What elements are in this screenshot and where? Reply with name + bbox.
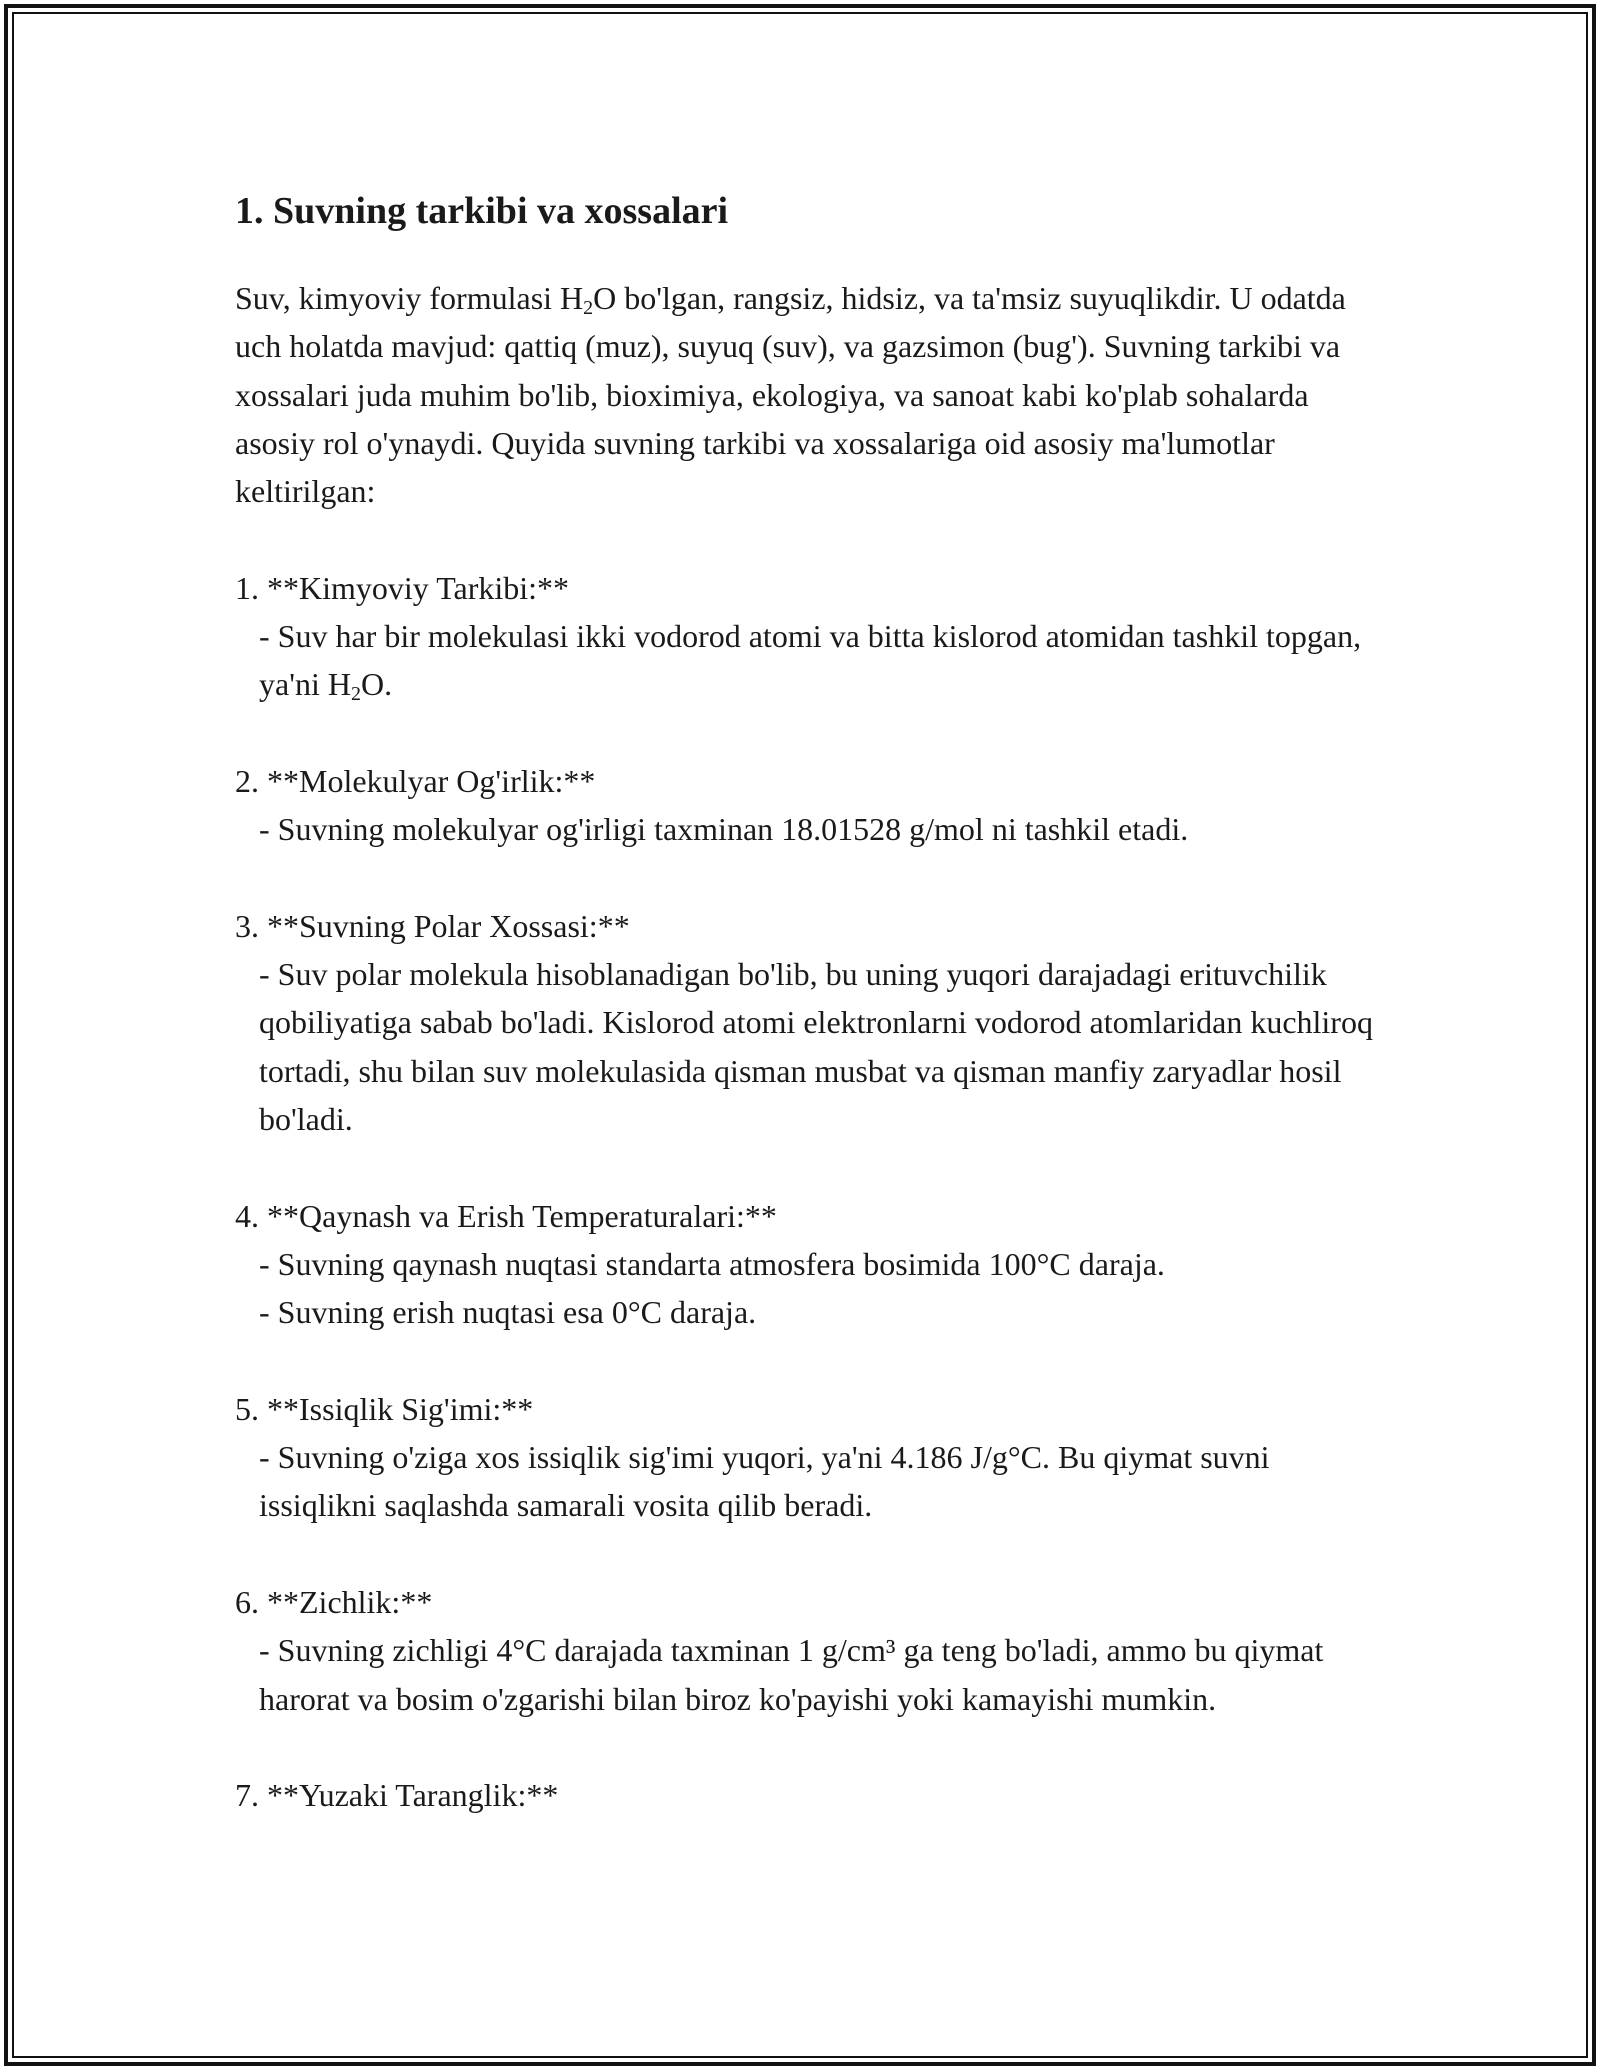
section-text: - Suvning qaynash nuqtasi standarta atmosfera bosimida 100°C daraja. xyxy=(259,1245,1165,1282)
subscript: 2 xyxy=(583,297,594,319)
document-body xyxy=(235,186,1375,1820)
intro-paragraph: Suv, kimyoviy formulasi $H_2O$ bo'lgan, rangsiz, hidsiz, va ta'msiz suyuqlikdir. U odatda uch holatda mavjud: qattiq (muz), suyuq (suv), va gazsimon (bug'). Suvning tarkibi va xossalari juda muhim bo'lib, bioximiya, ekologiya, va sanoat kabi ko'plab sohalarda asosiy rol o'ynaydi. Quyida suvning tarkibi va xossalariga oid asosiy ma'lumotlar keltirilgan: xyxy=(235,280,1346,510)
section-heading: 4. **Qaynash va Erish Temperaturalari:** xyxy=(235,1197,777,1234)
section-text: - Suvning zichligi 4°C darajada taxminan 1 g/cm³ ga teng bo'ladi, ammo bu qiymat harorat va bosim o'zgarishi bilan biroz ko'payishi yoki kamayishi mumkin. xyxy=(259,1632,1324,1717)
section-heading: 1. **Kimyoviy Tarkibi:** xyxy=(235,569,570,606)
subscript: 2 xyxy=(350,683,361,706)
section-heading: 3. **Suvning Polar Xossasi:** xyxy=(235,907,630,944)
section-heading: 5. **Issiqlik Sig'imi:** xyxy=(235,1390,534,1427)
section-text: - Suvning o'ziga xos issiqlik sig'imi yuqori, ya'ni 4.186 J/g°C. Bu qiymat suvni issiqlikni saqlashda samarali vosita qilib beradi. xyxy=(259,1439,1270,1524)
section-text: - Suvning erish nuqtasi esa 0°C daraja. xyxy=(259,1294,757,1331)
section-heading: 7. **Yuzaki Taranglik:** xyxy=(235,1777,559,1814)
section-text: - Suv polar molekula hisoblanadigan bo'lib, bu uning yuqori darajadagi erituvchilik qobiliyatiga sabab bo'ladi. Kislorod atomi elektronlarni vodorod atomlaridan kuchliroq tortadi, shu bilan suv molekulasida qisman musbat va qisman manfiy zaryadlar hosil bo'ladi. xyxy=(259,956,1373,1138)
section-text: - Suvning molekulyar og'irligi taxminan 18.01528 g/mol ni tashkil etadi. xyxy=(259,811,1189,848)
section-heading: 2. **Molekulyar Og'irlik:** xyxy=(235,762,596,799)
section-text: - Suv har bir molekulasi ikki vodorod atomi va bitta kislorod atomidan tashkil topgan, ya'ni $H_2O$. xyxy=(259,618,1362,706)
document-title: 1. Suvning tarkibi va xossalari xyxy=(235,190,729,232)
section-heading: 6. **Zichlik:** xyxy=(235,1584,433,1621)
